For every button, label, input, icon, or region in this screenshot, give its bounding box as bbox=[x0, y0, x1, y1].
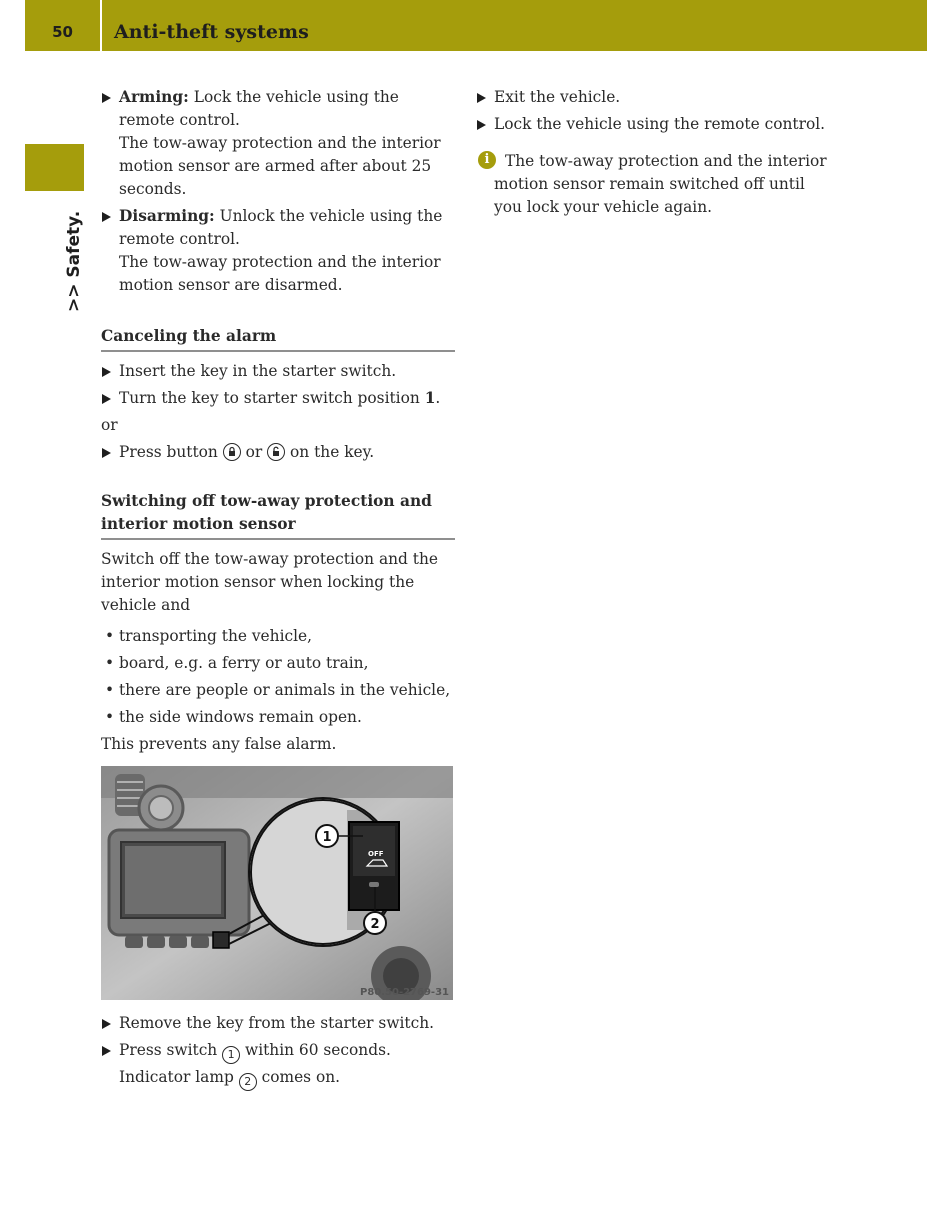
disarming-text: Unlock the vehicle using the remote control. bbox=[119, 207, 443, 248]
info-text: The tow-away protection and the interior motion sensor remain switched off until you lock your vehicle again. bbox=[494, 152, 827, 216]
list-item bbox=[101, 706, 455, 729]
step-text-mid: or bbox=[240, 443, 268, 461]
lock-button-icon bbox=[223, 443, 241, 461]
step-text: Press switch bbox=[119, 1041, 223, 1059]
step-text: Lock the vehicle using the remote control. bbox=[494, 115, 826, 133]
bullet-dot: • bbox=[105, 654, 115, 672]
bullet-text: there are people or animals in the vehicle, bbox=[119, 681, 451, 699]
step-press-switch bbox=[101, 1039, 455, 1091]
switchoff-intro: Switch off the tow-away protection and the interior motion sensor when locking the vehicle and bbox=[101, 550, 438, 614]
disarming-result: The tow-away protection and the interior motion sensor are disarmed. bbox=[119, 253, 441, 294]
info-note bbox=[476, 150, 836, 219]
callout-2-number: 2 bbox=[370, 917, 380, 932]
page-number: 50 bbox=[52, 23, 73, 41]
indicator-lamp bbox=[369, 882, 379, 887]
step-turn-key bbox=[101, 387, 455, 410]
list-item bbox=[101, 679, 455, 702]
list-item bbox=[101, 652, 455, 675]
step-arrow-icon bbox=[102, 1046, 111, 1056]
callout-ref-1: 1 bbox=[222, 1046, 240, 1064]
step-arrow-icon bbox=[102, 93, 111, 103]
step-arming bbox=[101, 86, 455, 201]
heading-canceling-alarm: Canceling the alarm bbox=[101, 325, 455, 352]
step-text: Remove the key from the starter switch. bbox=[119, 1014, 435, 1032]
step-arrow-icon bbox=[102, 212, 111, 222]
callout-ref-2: 2 bbox=[239, 1073, 257, 1091]
step-arrow-icon bbox=[102, 367, 111, 377]
step-exit-vehicle bbox=[476, 86, 836, 109]
switch-label: OFF bbox=[368, 850, 384, 858]
disarming-label: Disarming: bbox=[119, 207, 215, 225]
section-tab-label: >> Safety. bbox=[64, 210, 84, 312]
bullet-text: transporting the vehicle, bbox=[119, 627, 313, 645]
bullet-dot: • bbox=[105, 627, 115, 645]
bullet-dot: • bbox=[105, 708, 115, 726]
switch-position-number: 1 bbox=[424, 389, 436, 407]
dashboard-switch-illustration bbox=[101, 766, 453, 1000]
step-remove-key bbox=[101, 1012, 455, 1035]
result-text: Indicator lamp bbox=[119, 1068, 239, 1086]
bullet-dot: • bbox=[105, 681, 115, 699]
step-arrow-icon bbox=[102, 448, 111, 458]
page-header bbox=[25, 0, 927, 51]
header-separator bbox=[100, 0, 102, 51]
step-text: Press button bbox=[119, 443, 223, 461]
step-disarming bbox=[101, 205, 455, 297]
heading-switching-off: Switching off tow-away protection and interior motion sensor bbox=[101, 490, 455, 540]
step-result bbox=[119, 1066, 455, 1091]
step-arrow-icon bbox=[477, 93, 486, 103]
bullet-text: board, e.g. a ferry or auto train, bbox=[119, 654, 369, 672]
callout-1-number: 1 bbox=[322, 830, 332, 845]
step-press-button bbox=[101, 441, 455, 464]
step-text: Turn the key to starter switch position bbox=[119, 389, 425, 407]
step-lock-vehicle bbox=[476, 113, 836, 136]
step-text-end: within 60 seconds. bbox=[240, 1041, 391, 1059]
or-text: or bbox=[101, 416, 118, 434]
step-arrow-icon bbox=[477, 120, 486, 130]
step-insert-key bbox=[101, 360, 455, 383]
step-text-end: . bbox=[435, 389, 441, 407]
step-text-end: on the key. bbox=[285, 443, 375, 461]
arming-label: Arming: bbox=[119, 88, 189, 106]
figure-code: P80.50-2769-31 bbox=[359, 987, 449, 998]
list-item bbox=[101, 625, 455, 648]
switchoff-outro: This prevents any false alarm. bbox=[101, 735, 337, 753]
step-arrow-icon bbox=[102, 1019, 111, 1029]
left-column bbox=[101, 86, 455, 1095]
step-text: Insert the key in the starter switch. bbox=[119, 362, 397, 380]
bullet-text: the side windows remain open. bbox=[119, 708, 362, 726]
section-tab-marker bbox=[25, 144, 84, 191]
unlock-button-icon bbox=[267, 443, 285, 461]
step-text: Exit the vehicle. bbox=[494, 88, 621, 106]
info-icon: i bbox=[478, 151, 496, 169]
step-arrow-icon bbox=[102, 394, 111, 404]
arming-text: Lock the vehicle using the remote control. bbox=[119, 88, 399, 129]
result-text-end: comes on. bbox=[256, 1068, 341, 1086]
arming-result: The tow-away protection and the interior motion sensor are armed after about 25 seconds. bbox=[119, 134, 441, 198]
right-column bbox=[476, 86, 836, 219]
page-title: Anti-theft systems bbox=[114, 21, 309, 43]
